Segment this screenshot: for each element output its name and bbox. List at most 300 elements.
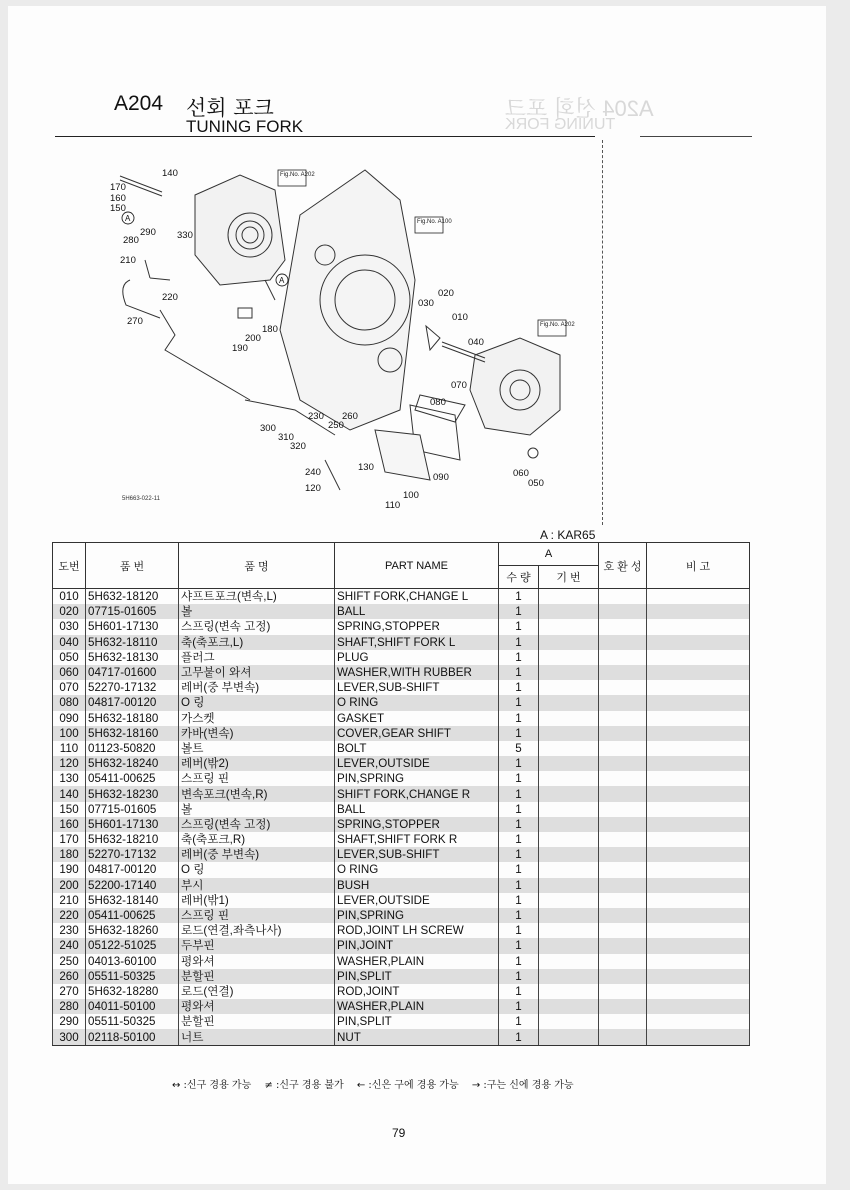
korean-name-cell: 레버(밖2): [179, 756, 335, 771]
fig-ref-label: Fig.No. A100: [417, 219, 452, 225]
quantity-cell: 1: [499, 771, 539, 786]
remarks-cell: [647, 589, 750, 605]
table-row: [53, 635, 750, 650]
korean-name-cell: 축(축포크,L): [179, 635, 335, 650]
table-row: [53, 984, 750, 999]
ref-cell: 220: [53, 908, 86, 923]
english-name-cell: LEVER,SUB-SHIFT: [335, 680, 499, 695]
table-row: [53, 802, 750, 817]
callout-number: 130: [358, 462, 374, 473]
compat-cell: [599, 832, 647, 847]
ref-cell: 140: [53, 786, 86, 801]
ref-cell: 100: [53, 726, 86, 741]
base-cell: [539, 908, 599, 923]
base-cell: [539, 786, 599, 801]
quantity-cell: 5: [499, 741, 539, 756]
ref-cell: 030: [53, 619, 86, 634]
korean-name-cell: 스프링 핀: [179, 908, 335, 923]
callout-number: 070: [451, 380, 467, 391]
english-name-cell: GASKET: [335, 711, 499, 726]
remarks-cell: [647, 969, 750, 984]
table-row: [53, 756, 750, 771]
callout-number: 220: [162, 292, 178, 303]
col-header-ref: 도번: [53, 543, 86, 589]
english-name-cell: SHIFT FORK,CHANGE L: [335, 589, 499, 605]
fig-ref-label: Fig.No. A202: [280, 172, 315, 178]
callout-number: 180: [262, 324, 278, 335]
part-number-cell: 05411-00625: [86, 908, 179, 923]
base-cell: [539, 954, 599, 969]
korean-name-cell: 분할핀: [179, 1014, 335, 1029]
korean-name-cell: 평와셔: [179, 954, 335, 969]
quantity-cell: 1: [499, 847, 539, 862]
table-row: [53, 969, 750, 984]
korean-name-cell: 로드(연결): [179, 984, 335, 999]
quantity-cell: 1: [499, 786, 539, 801]
callout-number: 290: [140, 227, 156, 238]
compat-cell: [599, 711, 647, 726]
callout-number: 040: [468, 337, 484, 348]
korean-name-cell: 레버(중 부변속): [179, 847, 335, 862]
ref-cell: 300: [53, 1029, 86, 1045]
ref-cell: 160: [53, 817, 86, 832]
quantity-cell: 1: [499, 726, 539, 741]
header-rule: [55, 136, 595, 137]
col-header-name-en: PART NAME: [335, 543, 499, 589]
callout-number: 260: [342, 411, 358, 422]
ref-cell: 290: [53, 1014, 86, 1029]
english-name-cell: ROD,JOINT: [335, 984, 499, 999]
ref-cell: 180: [53, 847, 86, 862]
compat-cell: [599, 604, 647, 619]
english-name-cell: LEVER,SUB-SHIFT: [335, 847, 499, 862]
base-cell: [539, 1014, 599, 1029]
parts-table-body: [53, 589, 750, 1046]
base-cell: [539, 969, 599, 984]
compat-cell: [599, 954, 647, 969]
base-cell: [539, 862, 599, 877]
part-number-cell: 52270-17132: [86, 847, 179, 862]
english-name-cell: ROD,JOINT LH SCREW: [335, 923, 499, 938]
part-number-cell: 04011-50100: [86, 999, 179, 1014]
part-number-cell: 5H632-18130: [86, 650, 179, 665]
korean-name-cell: 스프링(변속 고정): [179, 817, 335, 832]
header-rule-right: [640, 136, 752, 137]
part-number-cell: 5H632-18230: [86, 786, 179, 801]
table-row: [53, 817, 750, 832]
english-name-cell: O RING: [335, 695, 499, 710]
compat-cell: [599, 1014, 647, 1029]
base-cell: [539, 619, 599, 634]
remarks-cell: [647, 604, 750, 619]
base-cell: [539, 711, 599, 726]
korean-name-cell: 샤프트포크(변속,L): [179, 589, 335, 605]
english-name-cell: SPRING,STOPPER: [335, 817, 499, 832]
english-name-cell: PIN,SPLIT: [335, 1014, 499, 1029]
compat-cell: [599, 878, 647, 893]
quantity-cell: 1: [499, 619, 539, 634]
remarks-cell: [647, 832, 750, 847]
base-cell: [539, 984, 599, 999]
remarks-cell: [647, 938, 750, 953]
ref-cell: 210: [53, 893, 86, 908]
quantity-cell: 1: [499, 999, 539, 1014]
part-number-cell: 07715-01605: [86, 802, 179, 817]
quantity-cell: 1: [499, 1029, 539, 1045]
english-name-cell: WASHER,WITH RUBBER: [335, 665, 499, 680]
base-cell: [539, 893, 599, 908]
base-cell: [539, 832, 599, 847]
korean-name-cell: 스프링(변속 고정): [179, 619, 335, 634]
english-name-cell: SHIFT FORK,CHANGE R: [335, 786, 499, 801]
remarks-cell: [647, 984, 750, 999]
remarks-cell: [647, 817, 750, 832]
compat-cell: [599, 984, 647, 999]
ref-cell: 270: [53, 984, 86, 999]
quantity-cell: 1: [499, 984, 539, 999]
remarks-cell: [647, 999, 750, 1014]
ref-cell: 150: [53, 802, 86, 817]
quantity-cell: 1: [499, 908, 539, 923]
quantity-cell: 1: [499, 817, 539, 832]
part-number-cell: 5H632-18140: [86, 893, 179, 908]
quantity-cell: 1: [499, 802, 539, 817]
remarks-cell: [647, 954, 750, 969]
callout-number: 240: [305, 467, 321, 478]
callout-number: 280: [123, 235, 139, 246]
remarks-cell: [647, 680, 750, 695]
compat-cell: [599, 1029, 647, 1045]
callout-number: 050: [528, 478, 544, 489]
legend-item: → :구는 신에 경용 가능: [471, 1080, 574, 1091]
callout-number: 090: [433, 472, 449, 483]
compat-cell: [599, 635, 647, 650]
legend-item: ↔ :신구 경용 가능: [172, 1080, 252, 1091]
ref-cell: 010: [53, 589, 86, 605]
remarks-cell: [647, 862, 750, 877]
table-row: [53, 954, 750, 969]
compat-cell: [599, 969, 647, 984]
quantity-cell: 1: [499, 695, 539, 710]
korean-name-cell: O 링: [179, 695, 335, 710]
table-row: [53, 999, 750, 1014]
col-header-name-ko: 품 명: [179, 543, 335, 589]
remarks-cell: [647, 650, 750, 665]
callout-number: 320: [290, 441, 306, 452]
part-number-cell: 07715-01605: [86, 604, 179, 619]
remarks-cell: [647, 786, 750, 801]
english-name-cell: PIN,SPRING: [335, 908, 499, 923]
korean-name-cell: 변속포크(변속,R): [179, 786, 335, 801]
english-name-cell: LEVER,OUTSIDE: [335, 893, 499, 908]
table-row: [53, 619, 750, 634]
part-number-cell: 05411-00625: [86, 771, 179, 786]
base-cell: [539, 726, 599, 741]
compat-cell: [599, 589, 647, 605]
legend-item: ← :신은 구에 경용 가능: [356, 1080, 459, 1091]
quantity-cell: 1: [499, 938, 539, 953]
korean-name-cell: 레버(밖1): [179, 893, 335, 908]
korean-name-cell: 볼: [179, 604, 335, 619]
base-cell: [539, 589, 599, 605]
compat-cell: [599, 695, 647, 710]
english-name-cell: WASHER,PLAIN: [335, 999, 499, 1014]
callout-marker-a: A: [125, 214, 131, 223]
quantity-cell: 1: [499, 969, 539, 984]
callout-number: 110: [385, 500, 401, 511]
quantity-cell: 1: [499, 862, 539, 877]
col-header-group-a: A: [499, 543, 599, 566]
remarks-cell: [647, 726, 750, 741]
ref-cell: 260: [53, 969, 86, 984]
table-row: [53, 665, 750, 680]
table-row: [53, 847, 750, 862]
base-cell: [539, 650, 599, 665]
korean-name-cell: 스프링 핀: [179, 771, 335, 786]
quantity-cell: 1: [499, 589, 539, 605]
compat-cell: [599, 665, 647, 680]
base-cell: [539, 802, 599, 817]
table-row: [53, 878, 750, 893]
table-row: [53, 726, 750, 741]
compat-cell: [599, 650, 647, 665]
legend-item: ≠ :신구 경용 불가: [264, 1080, 344, 1091]
compat-cell: [599, 862, 647, 877]
english-name-cell: NUT: [335, 1029, 499, 1045]
callout-number: 250: [328, 420, 344, 431]
part-number-cell: 05511-50325: [86, 969, 179, 984]
remarks-cell: [647, 771, 750, 786]
english-name-cell: LEVER,OUTSIDE: [335, 756, 499, 771]
korean-name-cell: O 링: [179, 862, 335, 877]
ref-cell: 190: [53, 862, 86, 877]
ref-cell: 080: [53, 695, 86, 710]
english-name-cell: PLUG: [335, 650, 499, 665]
part-number-cell: 5H632-18110: [86, 635, 179, 650]
part-number-cell: 52200-17140: [86, 878, 179, 893]
callout-number: 160: [110, 193, 126, 204]
remarks-cell: [647, 1014, 750, 1029]
compat-cell: [599, 847, 647, 862]
col-header-remarks: 비 고: [647, 543, 750, 589]
base-cell: [539, 923, 599, 938]
english-name-cell: BOLT: [335, 741, 499, 756]
compat-cell: [599, 771, 647, 786]
drawing-id: 5H663-022-11: [122, 496, 160, 502]
compat-cell: [599, 802, 647, 817]
english-name-cell: BUSH: [335, 878, 499, 893]
korean-name-cell: 너트: [179, 1029, 335, 1045]
part-number-cell: 05122-51025: [86, 938, 179, 953]
part-number-cell: 5H632-18160: [86, 726, 179, 741]
callout-number: 170: [110, 182, 126, 193]
callout-number: 060: [513, 468, 529, 479]
table-row: [53, 604, 750, 619]
compat-cell: [599, 893, 647, 908]
english-name-cell: SPRING,STOPPER: [335, 619, 499, 634]
ref-cell: 200: [53, 878, 86, 893]
table-row: [53, 1029, 750, 1045]
compat-cell: [599, 938, 647, 953]
base-cell: [539, 695, 599, 710]
base-cell: [539, 741, 599, 756]
quantity-cell: 1: [499, 1014, 539, 1029]
quantity-cell: 1: [499, 711, 539, 726]
ref-cell: 170: [53, 832, 86, 847]
english-name-cell: O RING: [335, 862, 499, 877]
quantity-cell: 1: [499, 665, 539, 680]
ref-cell: 110: [53, 741, 86, 756]
part-number-cell: 5H601-17130: [86, 619, 179, 634]
korean-name-cell: 볼트: [179, 741, 335, 756]
part-number-cell: 5H632-18260: [86, 923, 179, 938]
remarks-cell: [647, 665, 750, 680]
remarks-cell: [647, 619, 750, 634]
callout-number: 310: [278, 432, 294, 443]
english-name-cell: PIN,JOINT: [335, 938, 499, 953]
part-number-cell: 52270-17132: [86, 680, 179, 695]
korean-name-cell: 두부핀: [179, 938, 335, 953]
base-cell: [539, 878, 599, 893]
base-cell: [539, 665, 599, 680]
ref-cell: 090: [53, 711, 86, 726]
base-cell: [539, 817, 599, 832]
compat-cell: [599, 923, 647, 938]
remarks-cell: [647, 741, 750, 756]
table-row: [53, 589, 750, 605]
korean-name-cell: 축(축포크,R): [179, 832, 335, 847]
base-cell: [539, 999, 599, 1014]
base-cell: [539, 771, 599, 786]
callout-number: 330: [177, 230, 193, 241]
part-number-cell: 01123-50820: [86, 741, 179, 756]
remarks-cell: [647, 756, 750, 771]
part-number-cell: 02118-50100: [86, 1029, 179, 1045]
table-row: [53, 923, 750, 938]
quantity-cell: 1: [499, 756, 539, 771]
base-cell: [539, 680, 599, 695]
table-row: [53, 908, 750, 923]
col-header-compat: 호 환 성: [599, 543, 647, 589]
exploded-parts-diagram: [100, 160, 620, 520]
callout-number: 230: [308, 411, 324, 422]
page-title-korean: 선회 포크: [186, 96, 274, 120]
remarks-cell: [647, 802, 750, 817]
ref-cell: 280: [53, 999, 86, 1014]
callout-number: 140: [162, 168, 178, 179]
remarks-cell: [647, 695, 750, 710]
part-number-cell: 5H632-18120: [86, 589, 179, 605]
remarks-cell: [647, 893, 750, 908]
english-name-cell: WASHER,PLAIN: [335, 954, 499, 969]
callout-number: 200: [245, 333, 261, 344]
table-row: [53, 1014, 750, 1029]
quantity-cell: 1: [499, 893, 539, 908]
remarks-cell: [647, 908, 750, 923]
callout-number: 100: [403, 490, 419, 501]
quantity-cell: 1: [499, 650, 539, 665]
korean-name-cell: 로드(연결,좌측나사): [179, 923, 335, 938]
korean-name-cell: 볼: [179, 802, 335, 817]
callout-number: 210: [120, 255, 136, 266]
quantity-cell: 1: [499, 604, 539, 619]
callout-number: 300: [260, 423, 276, 434]
ref-cell: 240: [53, 938, 86, 953]
korean-name-cell: 부시: [179, 878, 335, 893]
quantity-cell: 1: [499, 680, 539, 695]
callout-number: 150: [110, 203, 126, 214]
part-number-cell: 04817-00120: [86, 862, 179, 877]
parts-table: [52, 542, 750, 1046]
remarks-cell: [647, 711, 750, 726]
fig-ref-label: Fig.No. A202: [540, 322, 575, 328]
remarks-cell: [647, 923, 750, 938]
compat-cell: [599, 786, 647, 801]
english-name-cell: COVER,GEAR SHIFT: [335, 726, 499, 741]
part-number-cell: 04013-60100: [86, 954, 179, 969]
col-header-base: 기 번: [539, 566, 599, 589]
compat-cell: [599, 619, 647, 634]
callout-number: 120: [305, 483, 321, 494]
callout-number: 080: [430, 397, 446, 408]
col-header-qty: 수 량: [499, 566, 539, 589]
compat-cell: [599, 741, 647, 756]
compat-legend: [172, 1076, 584, 1091]
ref-cell: 050: [53, 650, 86, 665]
korean-name-cell: 카바(변속): [179, 726, 335, 741]
table-row: [53, 711, 750, 726]
page-number: 79: [392, 1126, 406, 1140]
ref-cell: 120: [53, 756, 86, 771]
ref-cell: 020: [53, 604, 86, 619]
callout-number: 010: [452, 312, 468, 323]
korean-name-cell: 레버(중 부변속): [179, 680, 335, 695]
english-name-cell: BALL: [335, 604, 499, 619]
compat-cell: [599, 999, 647, 1014]
remarks-cell: [647, 847, 750, 862]
compat-cell: [599, 726, 647, 741]
compat-cell: [599, 817, 647, 832]
section-code: A204: [114, 92, 164, 115]
part-number-cell: 5H632-18280: [86, 984, 179, 999]
english-name-cell: SHAFT,SHIFT FORK R: [335, 832, 499, 847]
part-number-cell: 5H632-18240: [86, 756, 179, 771]
table-row: [53, 862, 750, 877]
callout-marker-a: A: [279, 276, 285, 285]
table-row: [53, 771, 750, 786]
ref-cell: 040: [53, 635, 86, 650]
english-name-cell: PIN,SPLIT: [335, 969, 499, 984]
korean-name-cell: 가스켓: [179, 711, 335, 726]
table-row: [53, 650, 750, 665]
remarks-cell: [647, 1029, 750, 1045]
table-row: [53, 938, 750, 953]
remarks-cell: [647, 635, 750, 650]
part-number-cell: 04817-00120: [86, 695, 179, 710]
quantity-cell: 1: [499, 923, 539, 938]
table-row: [53, 680, 750, 695]
remarks-cell: [647, 878, 750, 893]
ref-cell: 230: [53, 923, 86, 938]
compat-cell: [599, 908, 647, 923]
base-cell: [539, 756, 599, 771]
part-number-cell: 5H632-18180: [86, 711, 179, 726]
page-title-english: TUNING FORK: [186, 117, 304, 136]
quantity-cell: 1: [499, 832, 539, 847]
english-name-cell: PIN,SPRING: [335, 771, 499, 786]
compat-cell: [599, 680, 647, 695]
part-number-cell: 5H632-18210: [86, 832, 179, 847]
